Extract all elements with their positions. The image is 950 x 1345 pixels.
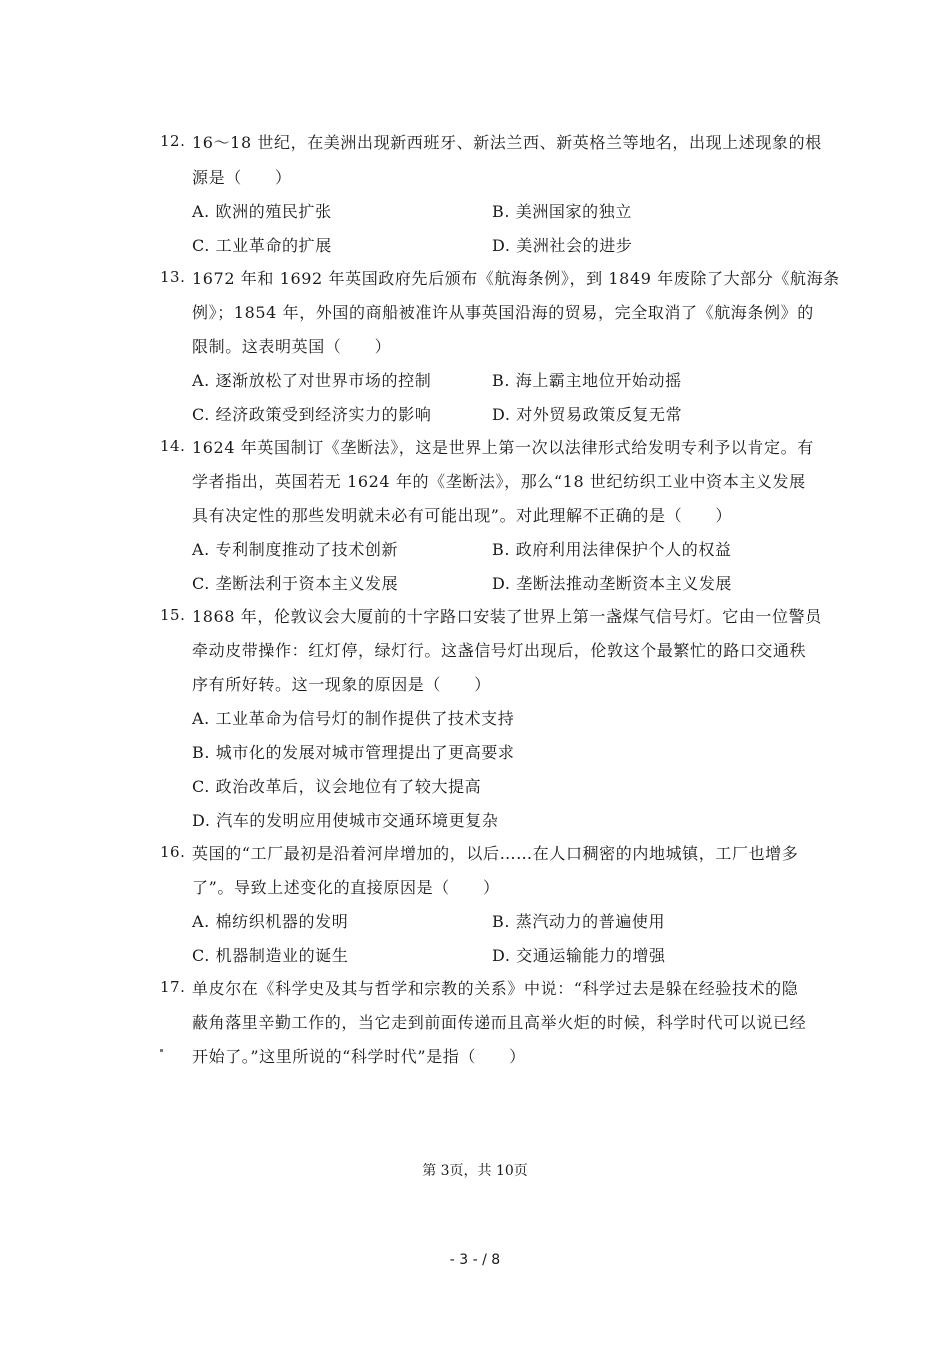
option-a: A. 逐渐放松了对世界市场的控制 bbox=[192, 371, 432, 390]
question-text-line: 英国的“工厂最初是沿着河岸增加的，以后……在人口稠密的内地城镇，工厂也增多 bbox=[192, 844, 799, 863]
question-text-line: 1868 年，伦敦议会大厦前的十字路口安装了世界上第一盏煤气信号灯。它由一位警员 bbox=[192, 607, 822, 626]
question-text-line: 学者指出，英国若无 1624 年的《垄断法》，那么“18 世纪纺织工业中资本主义发展 bbox=[192, 472, 806, 491]
question-text-line: 限制。这表明英国（ ） bbox=[192, 337, 392, 356]
option-b: B. 蒸汽动力的普遍使用 bbox=[492, 912, 666, 931]
option-b: B. 美洲国家的独立 bbox=[492, 202, 632, 221]
question-text-line: 牵动皮带操作：红灯停，绿灯行。这盏信号灯出现后，伦敦这个最繁忙的路口交通秩 bbox=[192, 641, 807, 660]
option-d: D. 美洲社会的进步 bbox=[492, 236, 633, 255]
option-b: B. 海上霸主地位开始动摇 bbox=[492, 371, 682, 390]
question-text-line: 16～18 世纪，在美洲出现新西班牙、新法兰西、新英格兰等地名，出现上述现象的根 bbox=[192, 133, 822, 152]
option-b: B. 政府利用法律保护个人的权益 bbox=[492, 540, 732, 559]
question-number: 16. bbox=[160, 843, 186, 861]
question-number: 12. bbox=[160, 132, 186, 150]
question-text-line: 1624 年英国制订《垄断法》，这是世界上第一次以法律形式给发明专利予以肯定。有 bbox=[192, 438, 814, 457]
option-a: A. 工业革命为信号灯的制作提供了技术支持 bbox=[192, 709, 515, 728]
option-d: D. 对外贸易政策反复无常 bbox=[492, 405, 683, 424]
page-footer: 第 3页，共 10页 bbox=[422, 1163, 528, 1179]
question-number: 17. bbox=[160, 978, 186, 996]
option-c: C. 垄断法利于资本主义发展 bbox=[192, 574, 399, 593]
question-text-line: 具有决定性的那些发明就未必有可能出现”。对此理解不正确的是（ ） bbox=[192, 506, 732, 525]
option-b: B. 城市化的发展对城市管理提出了更高要求 bbox=[192, 743, 515, 762]
question-text-line: 开始了。”这里所说的“科学时代”是指（ ） bbox=[192, 1047, 526, 1066]
option-c: C. 政治改革后，议会地位有了较大提高 bbox=[192, 777, 482, 796]
option-c: C. 工业革命的扩展 bbox=[192, 236, 332, 255]
option-a: A. 欧洲的殖民扩张 bbox=[192, 202, 332, 221]
question-number: 13. bbox=[160, 268, 186, 286]
option-d: D. 汽车的发明应用使城市交通环境更复杂 bbox=[192, 811, 499, 830]
question-text-line: 了”。导致上述变化的直接原因是（ ） bbox=[192, 878, 500, 897]
scan-speck bbox=[160, 1049, 163, 1052]
option-c: C. 经济政策受到经济实力的影响 bbox=[192, 405, 432, 424]
option-d: D. 交通运输能力的增强 bbox=[492, 946, 666, 965]
question-text-line: 源是（ ） bbox=[192, 168, 292, 187]
question-text-line: 单皮尔在《科学史及其与哲学和宗教的关系》中说：“科学过去是躲在经验技术的隐 bbox=[192, 979, 799, 998]
question-text-line: 序有所好转。这一现象的原因是（ ） bbox=[192, 675, 491, 694]
option-a: A. 棉纺织机器的发明 bbox=[192, 912, 349, 931]
option-d: D. 垄断法推动垄断资本主义发展 bbox=[492, 574, 733, 593]
question-text-line: 蔽角落里辛勤工作的，当它走到前面传递而且高举火炬的时候，科学时代可以说已经 bbox=[192, 1013, 807, 1032]
page-counter: - 3 - / 8 bbox=[449, 1252, 501, 1268]
question-text-line: 1672 年和 1692 年英国政府先后颁布《航海条例》，到 1849 年废除了大部分《航海条 bbox=[192, 269, 840, 288]
option-c: C. 机器制造业的诞生 bbox=[192, 946, 349, 965]
question-number: 15. bbox=[160, 606, 186, 624]
question-text-line: 例》；1854 年，外国的商船被准许从事英国沿海的贸易，完全取消了《航海条例》的 bbox=[192, 303, 814, 322]
question-number: 14. bbox=[160, 437, 186, 455]
option-a: A. 专利制度推动了技术创新 bbox=[192, 540, 399, 559]
